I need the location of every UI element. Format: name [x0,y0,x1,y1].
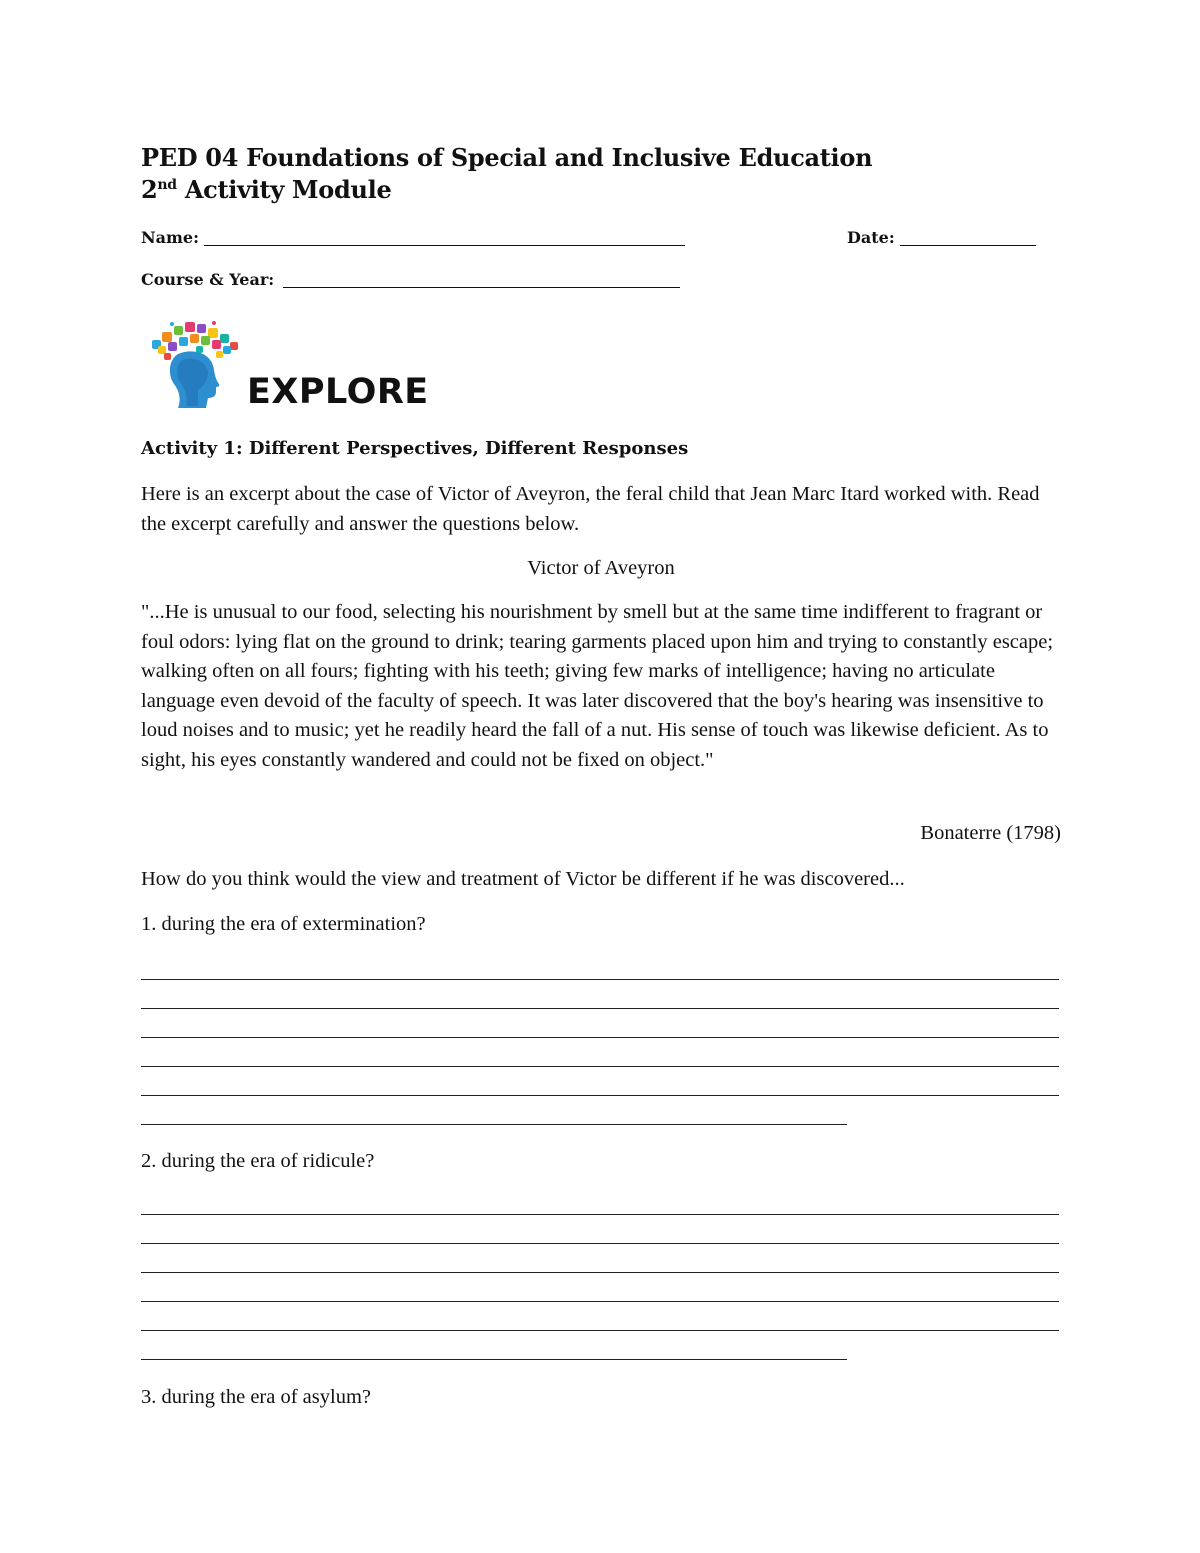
excerpt-citation: Bonaterre (1798) [920,822,1061,844]
date-label: Date: [847,228,895,247]
date-field[interactable] [900,245,1036,246]
question-1: 1. during the era of extermination? [141,913,426,935]
answer-line[interactable] [141,1359,847,1360]
answer-line[interactable] [141,1243,1059,1244]
answer-line[interactable] [141,979,1059,980]
answer-line[interactable] [141,1008,1059,1009]
name-field[interactable] [204,245,685,246]
answer-area-1[interactable] [141,955,1059,1135]
module-number: 2 [141,175,158,204]
head-with-app-icons-icon [148,320,240,410]
answer-line[interactable] [141,1066,1059,1067]
question-prompt: How do you think would the view and treatment of Victor be different if he was discovered... [141,868,905,890]
course-year-label: Course & Year: [141,270,275,289]
answer-area-2[interactable] [141,1190,1059,1370]
answer-line[interactable] [141,1037,1059,1038]
name-label: Name: [141,228,200,247]
answer-line[interactable] [141,1272,1059,1273]
excerpt-text: "...He is unusual to our food, selecting his nourishment by smell but at the same time indifferent to fragrant or foul odors: lying flat on the ground to drink; tearing garments placed upon him and trying to constantly escape; walking often on all fours; fighting with his teeth; giving few marks of intelligence; having no articulate language even devoid of the faculty of speech. It was later discovered that the boy's hearing was insensitive to loud noises and to music; yet he readily heard the fall of a nut. His sense of touch was likewise deficient. As to sight, his eyes constantly wandered and could not be fixed on object." [141,601,1054,771]
answer-line[interactable] [141,1095,1059,1096]
course-year-field[interactable] [283,287,680,288]
answer-line[interactable] [141,1301,1059,1302]
course-title: PED 04 Foundations of Special and Inclusive Education [141,143,873,172]
activity-title: Activity 1: Different Perspectives, Different Responses [141,438,689,459]
question-2: 2. during the era of ridicule? [141,1150,375,1172]
module-title [141,142,872,206]
question-3: 3. during the era of asylum? [141,1386,371,1408]
excerpt-title: Victor of Aveyron [527,557,675,579]
answer-line[interactable] [141,1214,1059,1215]
explore-heading: EXPLORE [247,372,429,412]
module-subtitle-text: Activity Module [176,175,392,204]
module-subtitle [141,174,872,206]
activity-intro: Here is an excerpt about the case of Victor of Aveyron, the feral child that Jean Marc Itard worked with. Read the excerpt carefully and answer the questions below. [141,483,1040,535]
answer-line[interactable] [141,1330,1059,1331]
answer-line[interactable] [141,1124,847,1125]
module-number-suffix: nd [157,177,177,193]
